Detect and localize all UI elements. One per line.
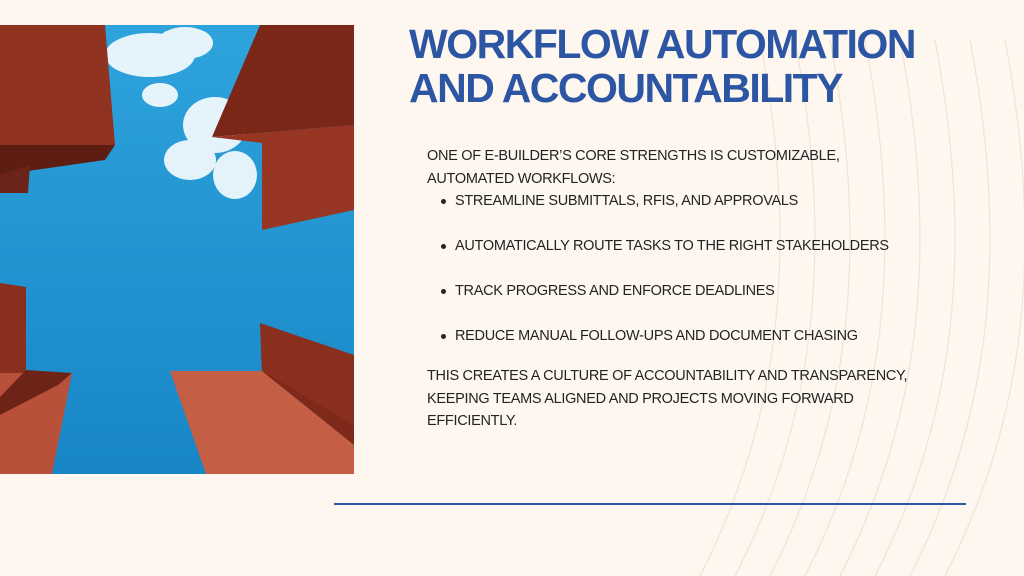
intro-line-2: AUTOMATED WORKFLOWS: <box>427 170 616 187</box>
steel-beams-sky-photo <box>0 25 354 474</box>
horizontal-divider <box>334 503 966 505</box>
closing-paragraph <box>427 365 967 433</box>
bullet-dot-icon <box>441 199 446 204</box>
closing-line-2: KEEPING TEAMS ALIGNED AND PROJECTS MOVING FORWARD <box>427 390 854 407</box>
slide-title <box>409 22 1009 110</box>
bullet-dot-icon <box>441 244 446 249</box>
closing-line-3: EFFICIENTLY. <box>427 413 518 429</box>
intro-paragraph <box>427 145 967 190</box>
bullet-text: STREAMLINE SUBMITTALS, RFIS, AND APPROVALS <box>455 193 799 209</box>
bullet-item <box>427 235 967 280</box>
intro-line-1: ONE OF E-BUILDER’S CORE STRENGTHS IS CUSTOMIZABLE, <box>427 148 840 164</box>
bullet-dot-icon <box>441 334 446 339</box>
closing-line-1: THIS CREATES A CULTURE OF ACCOUNTABILITY AND TRANSPARENCY, <box>427 368 908 384</box>
bullet-text: AUTOMATICALLY ROUTE TASKS TO THE RIGHT STAKEHOLDERS <box>455 238 889 254</box>
bullet-list <box>427 190 967 365</box>
bullet-text: TRACK PROGRESS AND ENFORCE DEADLINES <box>455 283 775 299</box>
bullet-item <box>427 325 967 365</box>
bullet-text: REDUCE MANUAL FOLLOW-UPS AND DOCUMENT CHASING <box>455 328 858 344</box>
bullet-dot-icon <box>441 289 446 294</box>
bullet-item <box>427 190 967 235</box>
slide-body <box>427 145 967 433</box>
slide-title-line-1: WORKFLOW AUTOMATION <box>409 21 915 67</box>
slide-title-line-2: AND ACCOUNTABILITY <box>409 65 843 111</box>
bullet-item <box>427 280 967 325</box>
